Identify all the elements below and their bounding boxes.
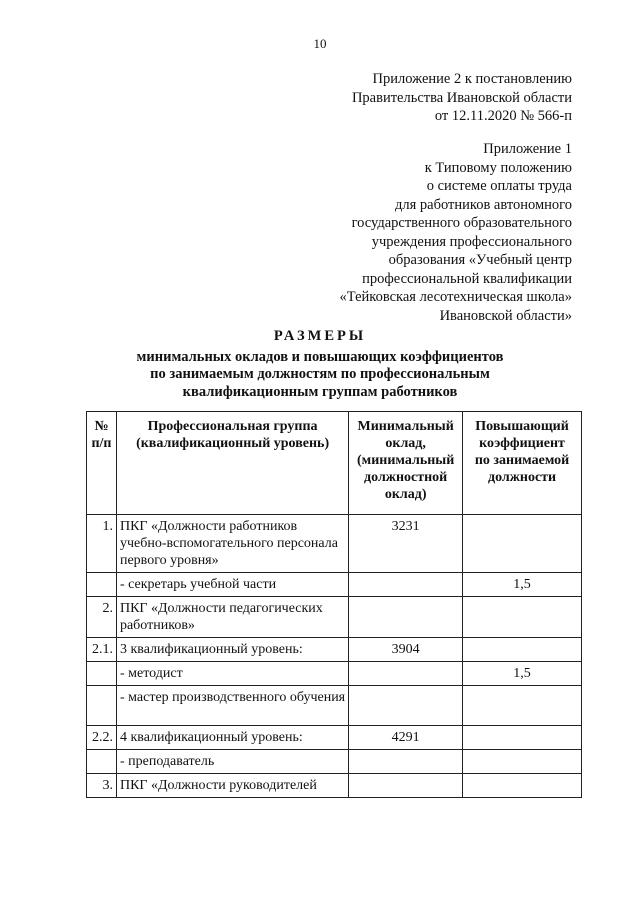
cell-group: - секретарь учебной части xyxy=(116,573,348,597)
cell-salary xyxy=(349,597,463,638)
cell-group: ПКГ «Должности руководителей xyxy=(116,774,348,798)
cell-num: 2.1. xyxy=(87,638,117,662)
header-text: № xyxy=(94,419,109,434)
header-text: п/п xyxy=(91,436,112,451)
appendix-2-header xyxy=(352,70,572,126)
cell-coef xyxy=(463,726,582,750)
header-text: коэффициент xyxy=(479,436,565,451)
table-row xyxy=(87,515,582,573)
appendix-1-line: Приложение 1 xyxy=(483,141,572,157)
appendix-1-line: Ивановской области» xyxy=(439,307,572,324)
cell-group: 3 квалификационный уровень: xyxy=(116,638,348,662)
salary-table xyxy=(86,411,582,798)
cell-num: 2. xyxy=(87,597,117,638)
cell-salary: 3904 xyxy=(349,638,463,662)
header-text: оклад, xyxy=(385,436,426,451)
cell-num xyxy=(87,662,117,686)
appendix-1-line: учреждения профессионального xyxy=(371,233,572,250)
table-row xyxy=(87,750,582,774)
cell-salary xyxy=(349,686,463,726)
header-text: должностной xyxy=(364,470,448,485)
document-title xyxy=(0,328,640,401)
cell-coef xyxy=(463,515,582,573)
table-row xyxy=(87,597,582,638)
table-row xyxy=(87,774,582,798)
header-text: Повышающий xyxy=(475,419,569,434)
appendix-1-line: образования «Учебный центр xyxy=(388,252,572,268)
cell-salary xyxy=(349,750,463,774)
header-group xyxy=(116,412,348,515)
header-text: оклад) xyxy=(384,487,427,502)
cell-num: 2.2. xyxy=(87,726,117,750)
header-text: (квалификационный уровень) xyxy=(136,436,330,451)
table-row xyxy=(87,573,582,597)
appendix-2-line: от 12.11.2020 № 566-п xyxy=(434,108,572,124)
cell-num xyxy=(87,686,117,726)
appendix-1-line: для работников автономного xyxy=(395,196,572,213)
cell-coef xyxy=(463,774,582,798)
cell-coef xyxy=(463,686,582,726)
cell-salary xyxy=(349,573,463,597)
header-text: по занимаемой xyxy=(474,453,570,468)
cell-group: ПКГ «Должности педагогических работников» xyxy=(116,597,348,638)
title-line: минимальных окладов и повышающих коэффициентов xyxy=(136,348,504,365)
cell-num xyxy=(87,750,117,774)
cell-num: 1. xyxy=(87,515,117,573)
cell-coef xyxy=(463,750,582,774)
table-header-row xyxy=(87,412,582,515)
table-row xyxy=(87,726,582,750)
appendix-1-line: к Типовому положению xyxy=(424,159,572,176)
header-text: Профессиональная группа xyxy=(147,419,318,434)
header-salary xyxy=(349,412,463,515)
appendix-1-line: государственного образовательного xyxy=(351,215,572,231)
appendix-1-header xyxy=(340,140,572,325)
cell-salary xyxy=(349,774,463,798)
header-text: должности xyxy=(487,470,557,485)
appendix-1-line: профессиональной квалификации xyxy=(362,270,572,287)
page-number: 10 xyxy=(313,36,327,51)
cell-coef xyxy=(463,597,582,638)
cell-num xyxy=(87,573,117,597)
cell-group: - мастер производственного обучения xyxy=(116,686,348,726)
cell-coef: 1,5 xyxy=(463,662,582,686)
title-main: РАЗМЕРЫ xyxy=(273,328,367,344)
cell-group: - методист xyxy=(116,662,348,686)
cell-salary xyxy=(349,662,463,686)
cell-coef: 1,5 xyxy=(463,573,582,597)
cell-coef xyxy=(463,638,582,662)
header-text: (минимальный xyxy=(357,453,455,468)
cell-salary: 4291 xyxy=(349,726,463,750)
header-num xyxy=(87,412,117,515)
cell-group: ПКГ «Должности работников учебно-вспомогательного персонала первого уровня» xyxy=(116,515,348,573)
cell-group: - преподаватель xyxy=(116,750,348,774)
table-row xyxy=(87,686,582,726)
appendix-2-line: Правительства Ивановской области xyxy=(351,89,572,106)
header-text: Минимальный xyxy=(357,419,454,434)
cell-num: 3. xyxy=(87,774,117,798)
title-line: по занимаемым должностям по профессиональным xyxy=(150,366,490,382)
cell-group: 4 квалификационный уровень: xyxy=(116,726,348,750)
table-row xyxy=(87,638,582,662)
title-line: квалификационным группам работников xyxy=(182,383,458,400)
appendix-1-line: «Тейковская лесотехническая школа» xyxy=(339,289,572,305)
table-row xyxy=(87,662,582,686)
appendix-2-line: Приложение 2 к постановлению xyxy=(372,71,572,87)
header-coef xyxy=(463,412,582,515)
appendix-1-line: о системе оплаты труда xyxy=(426,178,572,194)
cell-salary: 3231 xyxy=(349,515,463,573)
